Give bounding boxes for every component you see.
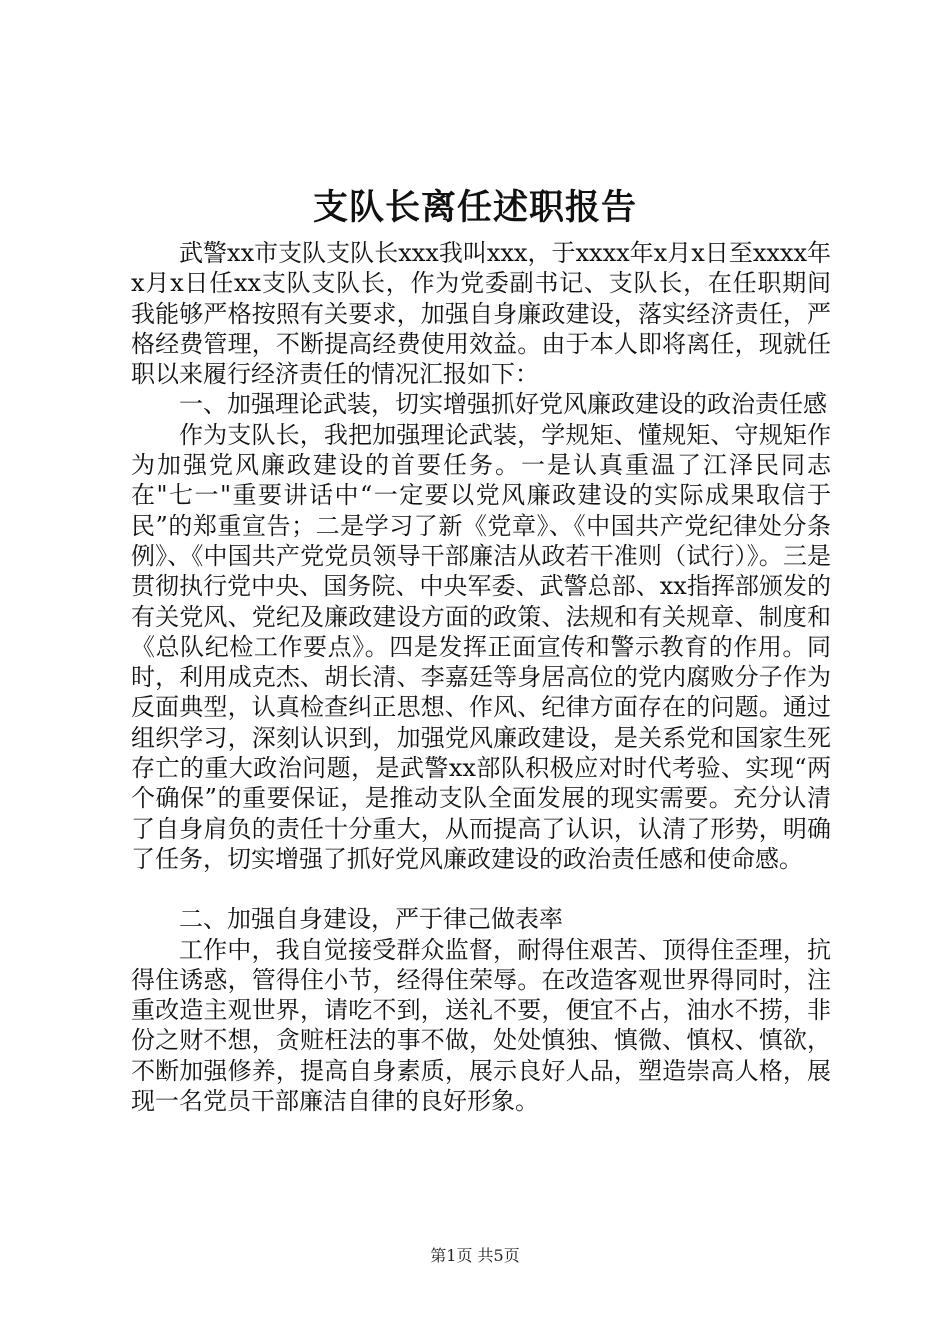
- document-title: 支队长离任述职报告: [312, 187, 637, 228]
- section-1-body: 作为支队长，我把加强理论武装，学规矩、懂规矩、守规矩作为加强党风廉政建设的首要任务。一是认真重温了江泽民同志在"七一"重要讲话中“一定要以党风廉政建设的实际成果取信于民”的郑重宣告；二是学习了新《党章》、《中国共产党纪律处分条例》、《中国共产党党员领导干部廉洁从政若干准则（试行）》。三是贯彻执行党中央、国务院、中央军委、武警总部、xx指挥部颁发的有关党风、党纪及廉政建设方面的政策、法规和有关规章、制度和《总队纪检工作要点》。四是发挥正面宣传和警示教育的作用。同时，利用成克杰、胡长清、李嘉廷等身居高位的党内腐败分子作为反面典型，认真检查纠正思想、作风、纪律方面存在的问题。通过组织学习，深刻认识到，加强党风廉政建设，是关系党和国家生死存亡的重大政治问题，是武警xx部队积极应对时代考验、实现“两个确保”的重要保证，是推动支队全面发展的现实需要。充分认清了自身肩负的责任十分重大，从而提高了认识，认清了形势，明确了任务，切实增强了抓好党风廉政建设的政治责任感和使命感。: [131, 420, 831, 873]
- intro-paragraph: 武警xx市支队支队长xxx我叫xxx，于xxxx年x月x日至xxxx年x月x日任xx支队支队长，作为党委副书记、支队长，在任职期间我能够严格按照有关要求，加强自身廉政建设，落实经济责任，严格经费管理，不断提高经费使用效益。由于本人即将离任，现就任职以来履行经济责任的情况汇报如下：: [131, 239, 831, 389]
- page-number-footer: 第1页 共5页: [430, 1246, 520, 1265]
- section-2-body: 工作中，我自觉接受群众监督，耐得住艰苦、顶得住歪理，抗得住诱惑，管得住小节，经得住荣辱。在改造客观世界得同时，注重改造主观世界，请吃不到，送礼不要，便宜不占，油水不捞，非份之财不想，贪赃枉法的事不做，处处慎独、慎微、慎权、慎欲，不断加强修养，提高自身素质，展示良好人品，塑造崇高人格，展现一名党员干部廉洁自律的良好形象。: [131, 935, 831, 1116]
- document-body: [131, 238, 831, 1116]
- paragraph-gap: [131, 874, 831, 904]
- section-2-heading: 二、加强自身建设，严于律己做表率: [179, 905, 563, 934]
- section-1-heading: 一、加强理论武装，切实增强抓好党风廉政建设的政治责任感: [179, 390, 827, 419]
